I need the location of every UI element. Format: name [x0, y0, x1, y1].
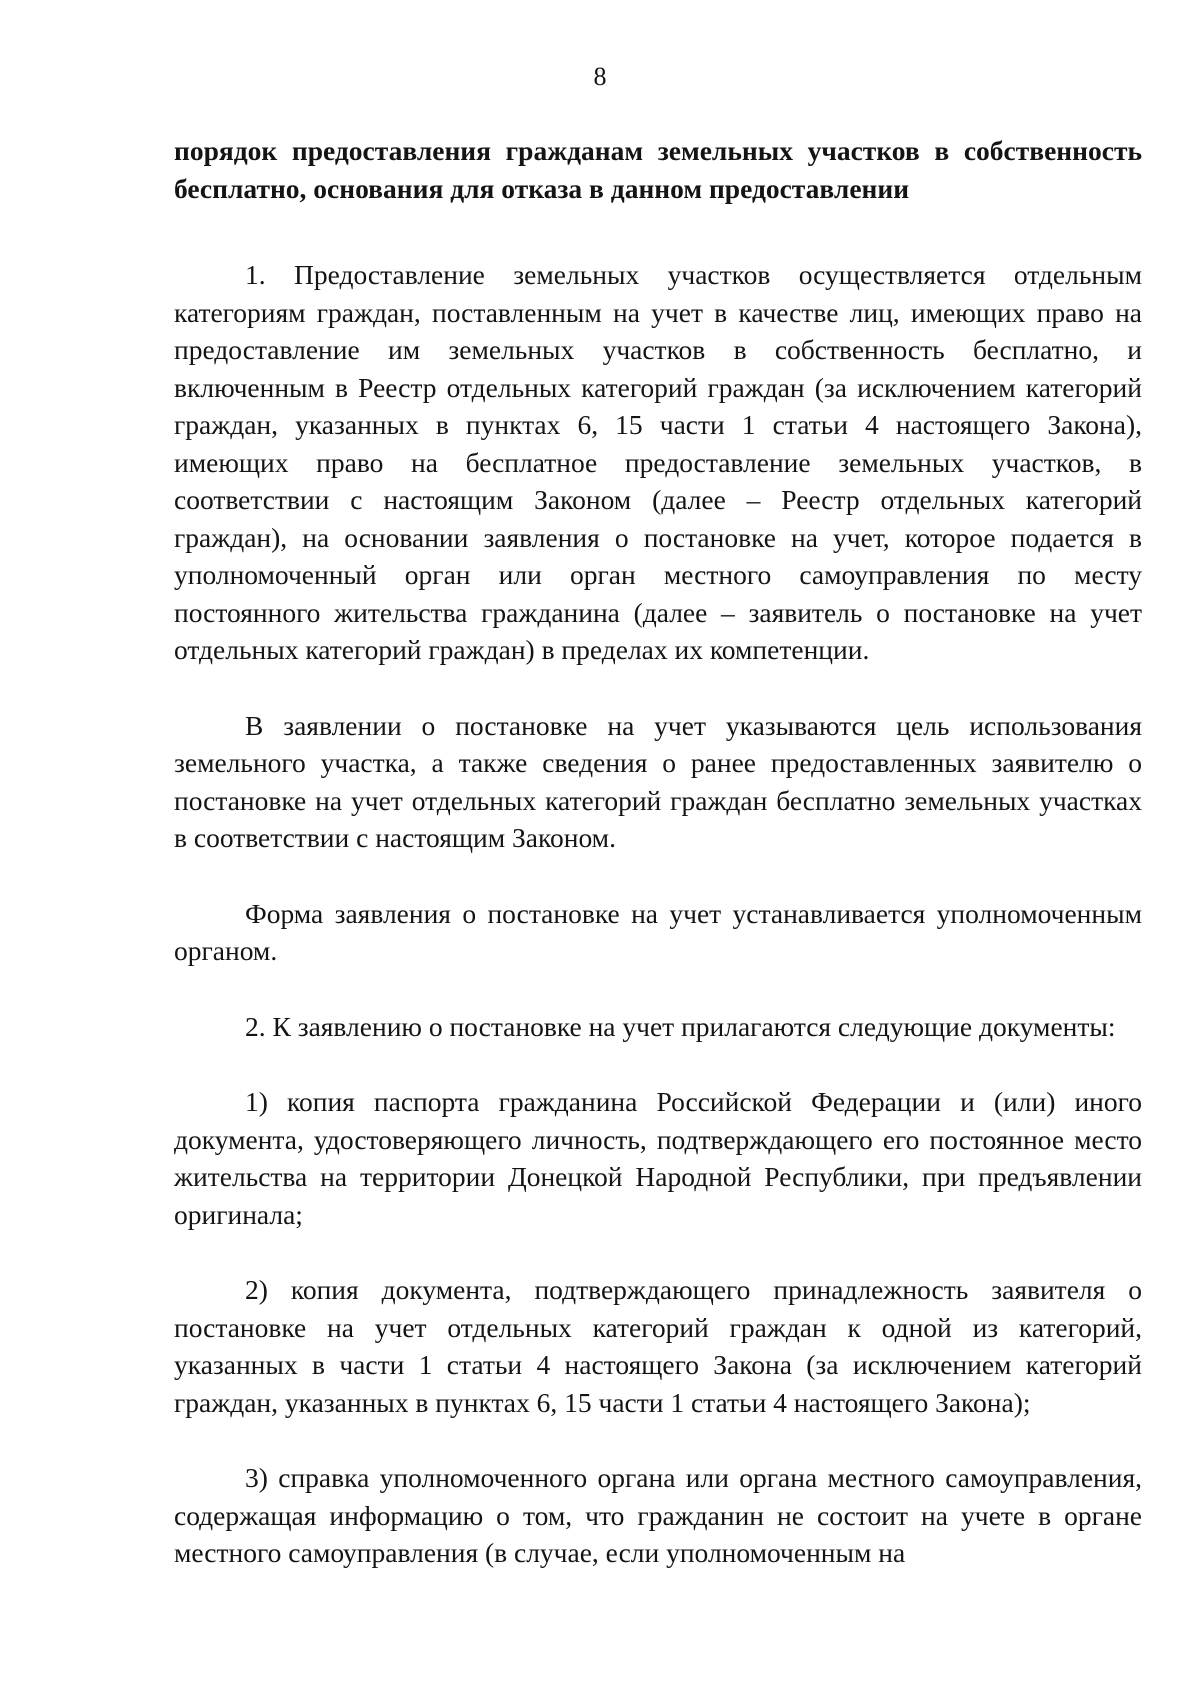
section-heading: порядок предоставления гражданам земельных участков в собственность бесплатно, основания для отказа в данном предоставлении: [174, 135, 1142, 204]
paragraph-item-2: 2. К заявлению о постановке на учет прилагаются следующие документы:: [245, 1010, 1116, 1042]
list-item-certificate: 3) справка уполномоченного органа или органа местного самоуправления, содержащая информацию о том, что гражданин не состоит на учете в органе местного самоуправления (в случае, если уполномоченным на: [174, 1462, 1142, 1568]
list-item-category-document: 2) копия документа, подтверждающего принадлежность заявителя о постановке на учет отдельных категорий граждан к одной из категорий, указанных в части 1 статьи 4 настоящего Закона (за исключением категорий граждан, указанных в пунктах 6, 15 части 1 статьи 4 настоящего Закона);: [174, 1274, 1142, 1418]
page-number: 8: [593, 62, 607, 91]
document-body: [174, 132, 1142, 1572]
list-item-passport-copy: 1) копия паспорта гражданина Российской Федерации и (или) иного документа, удостоверяющего личность, подтверждающего его постоянное место жительства на территории Донецкой Народной Республики, при предъявлении оригинала;: [174, 1086, 1142, 1230]
paragraph-application-contents: В заявлении о постановке на учет указываются цель использования земельного участка, а также сведения о ранее предоставленных заявителю о постановке на учет отдельных категорий граждан бесплатно земельных участках в соответствии с настоящим Законом.: [174, 709, 1142, 853]
paragraph-item-1: 1. Предоставление земельных участков осуществляется отдельным категориям граждан, поставленным на учет в качестве лиц, имеющих право на предоставление им земельных участков в собственность бесплатно, и включенным в Реестр отдельных категорий граждан (за исключением категорий граждан, указанных в пунктах 6, 15 части 1 статьи 4 настоящего Закона), имеющих право на бесплатное предоставление земельных участков, в соответствии с настоящим Законом (далее – Реестр отдельных категорий граждан), на основании заявления о постановке на учет, которое подается в уполномоченный орган или орган местного самоуправления по месту постоянного жительства гражданина (далее – заявитель о постановке на учет отдельных категорий граждан) в пределах их компетенции.: [174, 259, 1142, 665]
paragraph-application-form: Форма заявления о постановке на учет устанавливается уполномоченным органом.: [174, 897, 1142, 966]
